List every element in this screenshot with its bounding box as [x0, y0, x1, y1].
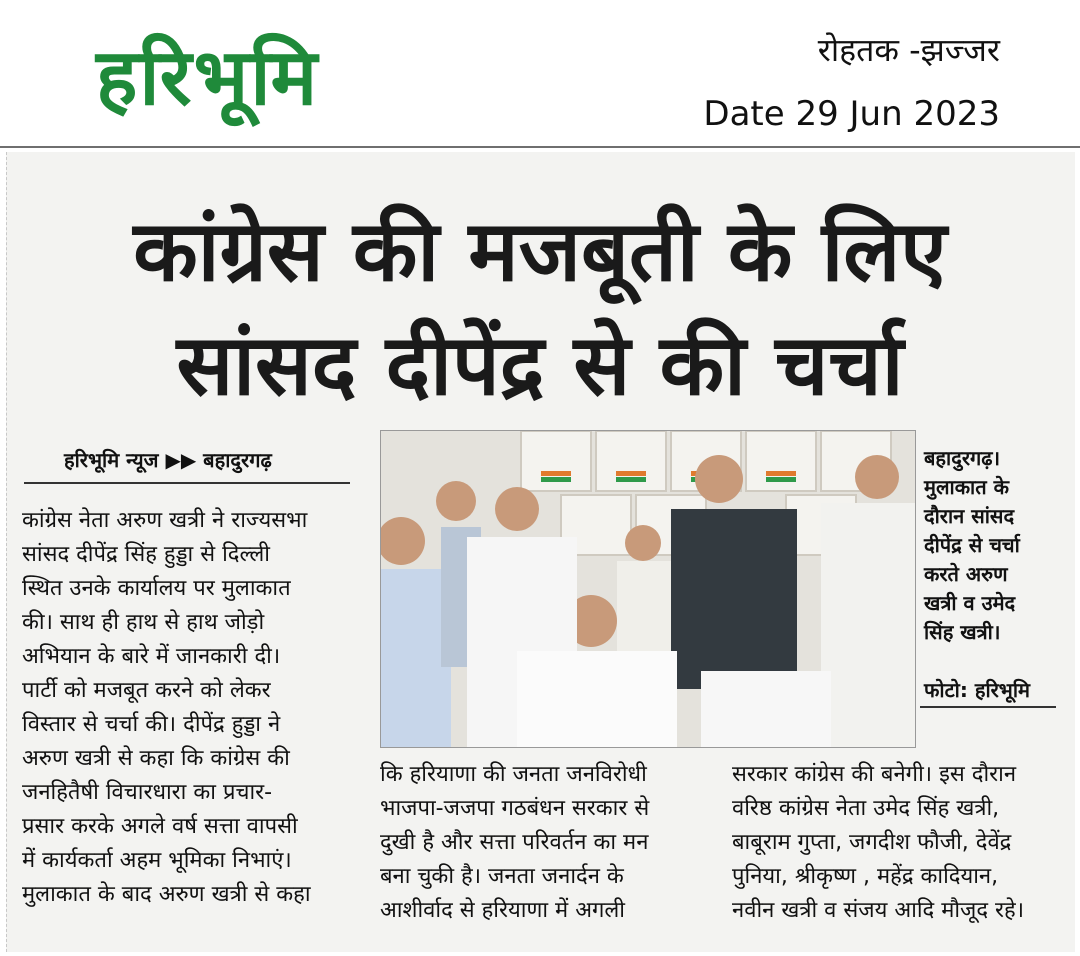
caption-line: करते अरुण: [924, 562, 1008, 586]
article-line: जनहितैषी विचारधारा का प्रचार-: [22, 780, 273, 805]
caption-divider: [920, 706, 1056, 708]
article-line: में कार्यकर्ता अहम भूमिका निभाएं।: [22, 848, 292, 873]
caption-line: सिंह खत्री।: [924, 620, 1001, 644]
article-line: मुलाकात के बाद अरुण खत्री से कहा: [22, 882, 311, 907]
newspaper-logo: हरिभूमि: [96, 33, 320, 123]
edition-label: रोहतक -झज्जर: [817, 31, 1000, 69]
article-line: बाबूराम गुप्ता, जगदीश फौजी, देवेंद्र: [732, 830, 1012, 855]
article-line: आशीर्वाद से हरियाणा में अगली: [380, 898, 626, 923]
article-column-3: [732, 758, 1060, 928]
masthead: [0, 0, 1080, 148]
headline-line-1: कांग्रेस की मजबूती के लिए: [133, 202, 947, 300]
photo-credit: फोटो: हरिभूमि: [924, 678, 1031, 702]
article-line: पुनिया, श्रीकृष्ण , महेंद्र कादियान,: [732, 864, 999, 889]
article-line: नवीन खत्री व संजय आदि मौजूद रहे।: [732, 898, 1025, 923]
article-line: वरिष्ठ कांग्रेस नेता उमेद सिंह खत्री,: [732, 796, 1000, 821]
article-line: बना चुकी है। जनता जनार्दन के: [380, 864, 624, 889]
news-photo: [380, 430, 916, 748]
photo-caption: [924, 444, 1060, 647]
article-line: दुखी है और सत्ता परिवर्तन का मन: [380, 830, 649, 855]
article-line: की। साथ ही हाथ से हाथ जोड़ो: [22, 610, 265, 635]
caption-line: दीपेंद्र से चर्चा: [924, 533, 1020, 557]
article-line: कांग्रेस नेता अरुण खत्री ने राज्यसभा: [22, 508, 308, 533]
article-line: विस्तार से चर्चा की। दीपेंद्र हुड्डा ने: [22, 712, 281, 737]
article-line: सांसद दीपेंद्र सिंह हुड्डा से दिल्ली: [22, 542, 270, 567]
article-line: भाजपा-जजपा गठबंधन सरकार से: [380, 796, 650, 821]
caption-line: मुलाकात के: [924, 475, 1009, 499]
publication-date: Date 29 Jun 2023: [703, 94, 1000, 134]
byline-divider: [24, 482, 350, 484]
article-line: अरुण खत्री से कहा कि कांग्रेस की: [22, 746, 290, 771]
caption-line: बहादुरगढ़।: [924, 446, 1001, 470]
article-line: स्थित उनके कार्यालय पर मुलाकात: [22, 576, 291, 601]
photo-illustration: [381, 431, 915, 747]
article-column-1: [22, 504, 350, 912]
byline: हरिभूमि न्यूज ▶▶ बहादुरगढ़: [64, 448, 272, 472]
caption-line: दौरान सांसद: [924, 504, 1015, 528]
article-line: अभियान के बारे में जानकारी दी।: [22, 644, 281, 669]
article-column-2: [380, 758, 700, 928]
article-line: प्रसार करके अगले वर्ष सत्ता वापसी: [22, 814, 298, 839]
article-line: सरकार कांग्रेस की बनेगी। इस दौरान: [732, 762, 1017, 787]
headline-line-2: सांसद दीपेंद्र से की चर्चा: [176, 316, 904, 414]
header-divider: [0, 146, 1080, 148]
article-line: कि हरियाणा की जनता जनविरोधी: [380, 762, 647, 787]
caption-line: खत्री व उमेद: [924, 591, 1016, 615]
article-line: पार्टी को मजबूत करने को लेकर: [22, 678, 271, 703]
